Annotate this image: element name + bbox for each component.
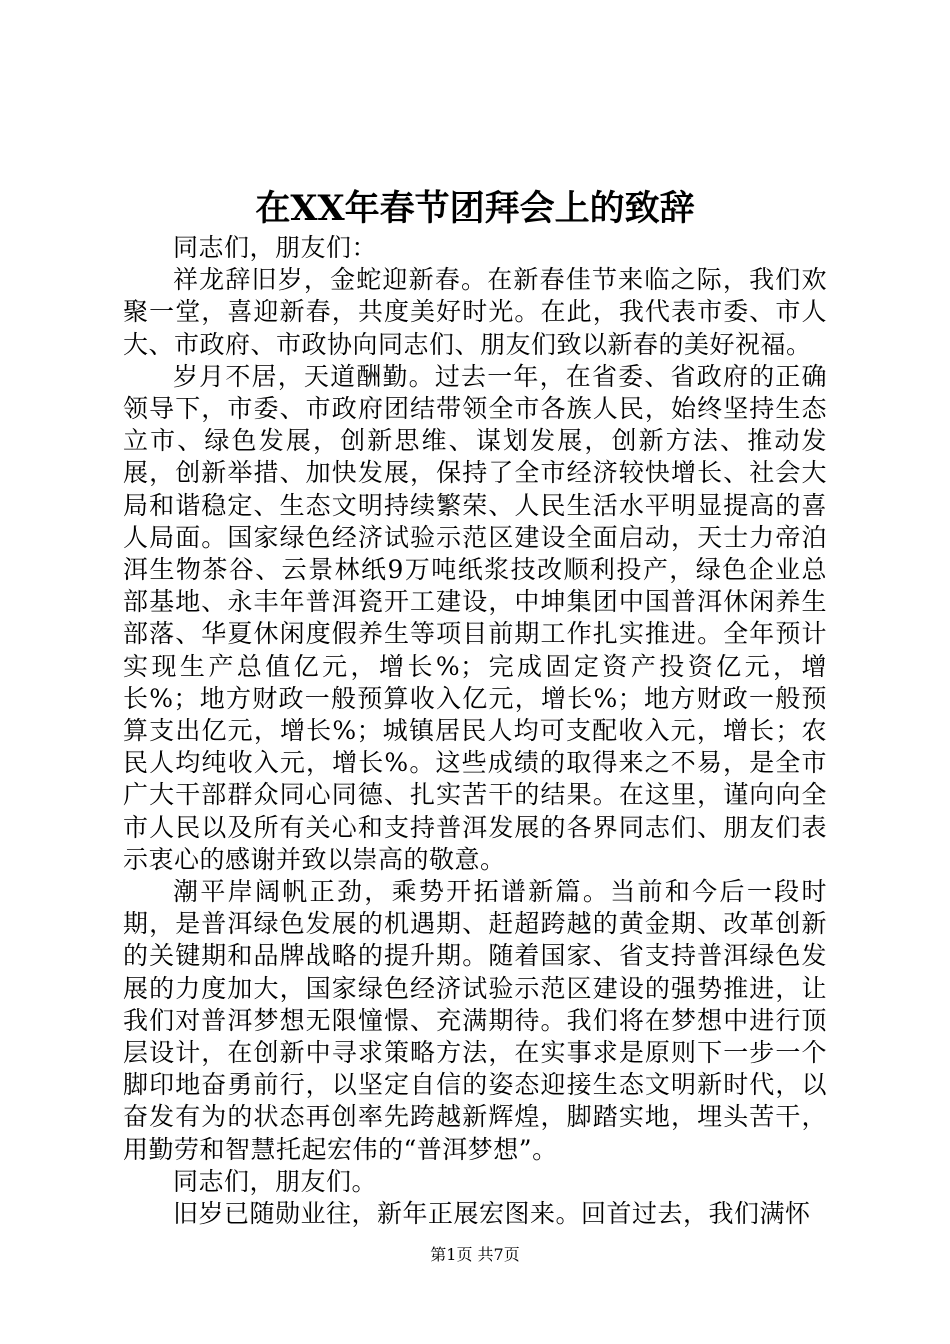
document-title: 在XX年春节团拜会上的致辞 — [255, 188, 695, 229]
paragraph-new-year-blessing: 祥龙辞旧岁，金蛇迎新春。在新春佳节来临之际，我们欢聚一堂，喜迎新春，共度美好时光。在此，我代表市委、市人大、市政府、市政协向同志们、朋友们致以新春的美好祝福。 — [123, 265, 827, 359]
paragraph-past-year-review: 岁月不居，天道酬勤。过去一年，在省委、省政府的正确领导下，市委、市政府团结带领全市各族人民，始终坚持生态立市、绿色发展，创新思维、谋划发展，创新方法、推动发展，创新举措、加快发展，保持了全市经济较快增长、社会大局和谐稳定、生态文明持续繁荣、人民生活水平明显提高的喜人局面。国家绿色经济试验示范区建设全面启动，天士力帝泊洱生物茶谷、云景林纸9万吨纸浆技改顺利投产，绿色企业总部基地、永丰年普洱瓷开工建设，中坤集团中国普洱休闲养生部落、华夏休闲度假养生等项目前期工作扎实推进。全年预计实现生产总值亿元，增长%；完成固定资产投资亿元，增长%；地方财政一般预算收入亿元，增长%；地方财政一般预算支出亿元，增长%；城镇居民人均可支配收入元，增长；农民人均纯收入元，增长%。这些成绩的取得来之不易，是全市广大干部群众同心同德、扎实苦干的结果。在这里，谨向向全市人民以及所有关心和支持普洱发展的各界同志们、朋友们表示衷心的感谢并致以崇高的敬意。 — [123, 361, 827, 874]
page-number-footer: 第1页 共7页 — [430, 1245, 520, 1264]
paragraph-future-outlook: 潮平岸阔帆正劲，乘势开拓谱新篇。当前和今后一段时期，是普洱绿色发展的机遇期、赶超跨越的黄金期、改革创新的关键期和品牌战略的提升期。随着国家、省支持普洱绿色发展的力度加大，国家绿色经济试验示范区建设的强势推进，让我们对普洱梦想无限憧憬、充满期待。我们将在梦想中进行顶层设计，在创新中寻求策略方法，在实事求是原则下一步一个脚印地奋勇前行，以坚定自信的姿态迎接生态文明新时代，以奋发有为的状态再创率先跨越新辉煌，脚踏实地，埋头苦干，用勤劳和智慧托起宏伟的“普洱梦想”。 — [123, 877, 827, 1164]
paragraph-greeting: 同志们，朋友们： — [173, 233, 378, 262]
paragraph-second-greeting: 同志们，朋友们。 — [173, 1166, 378, 1196]
document-body — [123, 232, 827, 1230]
paragraph-closing-start: 旧岁已随勋业往，新年正展宏图来。回首过去，我们满怀 — [173, 1199, 811, 1229]
